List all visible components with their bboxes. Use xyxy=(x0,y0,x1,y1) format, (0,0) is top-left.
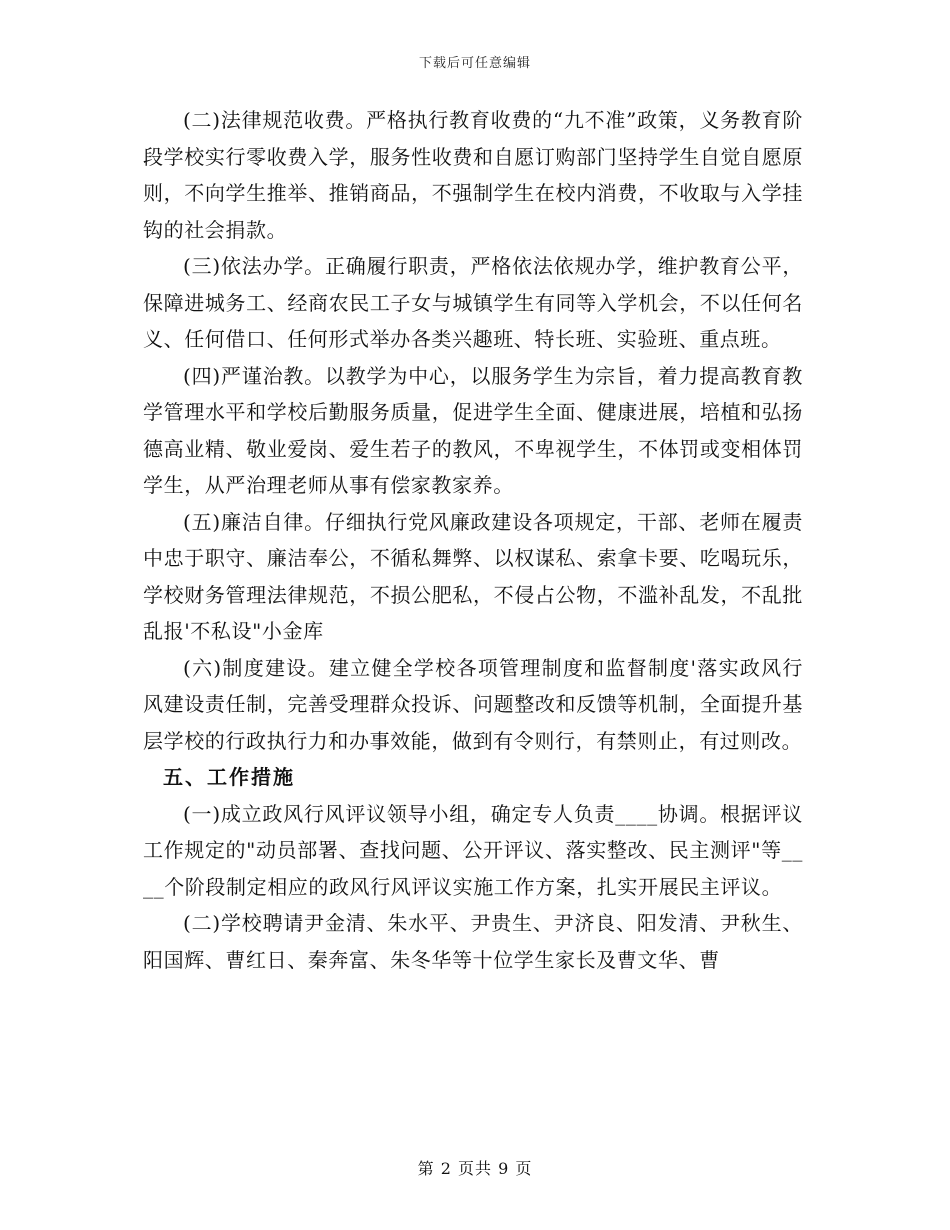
page-header: 下载后可任意编辑 xyxy=(418,56,531,71)
section-heading: 五、工作措施 xyxy=(163,765,295,789)
paragraph-lawful-schooling: (三)依法办学。正确履行职责，严格依法依规办学，维护教育公平，保障进城务工、经商农民工子女与城镇学生有同等入学机会，不以任何名义、任何借口、任何形式举办各类兴趣班、特长班、实验班、重点班。 xyxy=(143,254,803,351)
paragraph-rigorous-teaching: (四)严谨治教。以教学为中心，以服务学生为宗旨，着力提高教育教学管理水平和学校后勤服务质量，促进学生全面、健康进展，培植和弘扬德高业精、敬业爱岗、爱生若子的教风，不卑视学生，不体罚或变相体罚学生，从严治理老师从事有偿家教家养。 xyxy=(143,363,803,497)
paragraph-measure-one: (一)成立政风行风评议领导小组，确定专人负责____协调。根据评议工作规定的"动员部署、查找问题、公开评议、落实整改、民主测评"等____个阶段制定相应的政风行风评议实施工作方案，扎实开展民主评议。 xyxy=(143,801,803,899)
paragraph-measure-two: (二)学校聘请尹金清、朱水平、尹贵生、尹济良、阳发清、尹秋生、阳国辉、曹红日、秦奔富、朱冬华等十位学生家长及曹文华、曹 xyxy=(143,911,803,972)
paragraph-integrity: (五)廉洁自律。仔细执行党风廉政建设各项规定，干部、老师在履责中忠于职守、廉洁奉公，不循私舞弊、以权谋私、索拿卡要、吃喝玩乐，学校财务管理法律规范，不损公肥私，不侵占公物，不滥补乱发，不乱批乱报'不私设"小金库 xyxy=(143,509,803,643)
document-body xyxy=(143,102,803,978)
paragraph-system-building: (六)制度建设。建立健全学校各项管理制度和监督制度'落实政风行风建设责任制，完善受理群众投诉、问题整改和反馈等机制，全面提升基层学校的行政执行力和办事效能，做到有令则行，有禁则止，有过则改。 xyxy=(143,655,803,753)
paragraph-fee-regulation: (二)法律规范收费。严格执行教育收费的“九不准”政策，义务教育阶段学校实行零收费入学，服务性收费和自愿订购部门坚持学生自觉自愿原则，不向学生推举、推销商品，不强制学生在校内消费，不收取与入学挂钩的社会捐款。 xyxy=(143,108,803,242)
page-number: 第 2 页共 9 页 xyxy=(417,1159,533,1178)
